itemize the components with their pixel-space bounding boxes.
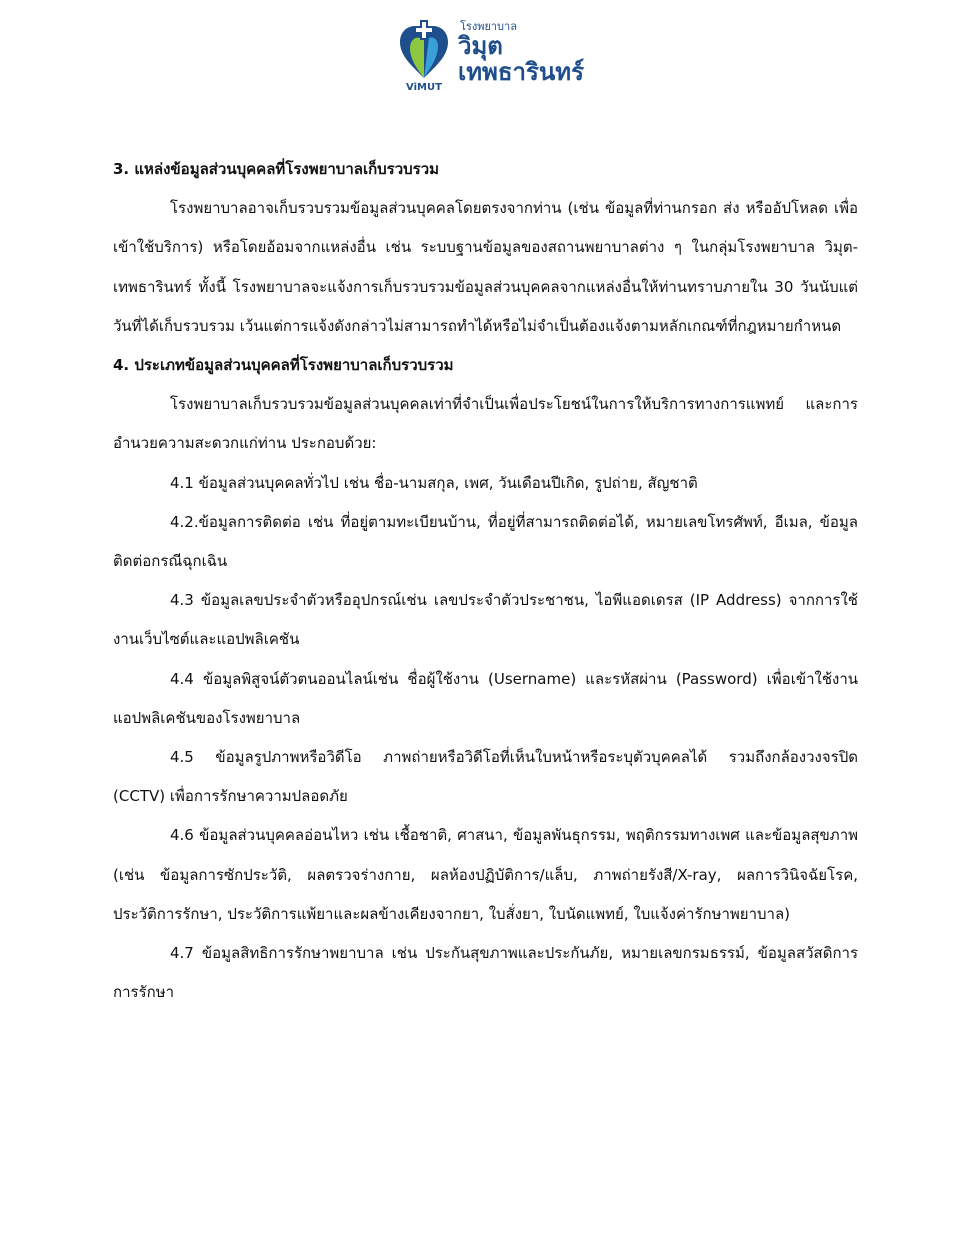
section-4-heading: 4. ประเภทข้อมูลส่วนบุคคลที่โรงพยาบาลเก็บรวบรวม bbox=[113, 356, 454, 375]
section-4-7-item: 4.7 ข้อมูลสิทธิการรักษาพยาบาล เช่น ประกันสุขภาพและประกันภัย, หมายเลขกรมธรรม์, ข้อมูลสวัสดิการการรักษา bbox=[113, 944, 858, 1002]
section-3-heading: 3. แหล่งข้อมูลส่วนบุคคลที่โรงพยาบาลเก็บรวบรวม bbox=[113, 160, 440, 178]
section-4-2-item: 4.2.ข้อมูลการติดต่อ เช่น ที่อยู่ตามทะเบียนบ้าน, ที่อยู่ที่สามารถติดต่อได้, หมายเลขโทรศัพท์, อีเมล, ข้อมูลติดต่อกรณีฉุกเฉิน bbox=[113, 512, 858, 571]
section-4-intro: โรงพยาบาลเก็บรวบรวมข้อมูลส่วนบุคคลเท่าที่จำเป็นเพื่อประโยชน์ในการให้บริการทางการแพทย์ และการอำนวยความสะดวกแก่ท่าน ประกอบด้วย: bbox=[113, 395, 858, 453]
hospital-logo bbox=[398, 20, 598, 100]
logo-name-line1: วิมุต bbox=[458, 32, 503, 60]
section-4-1-item: 4.1 ข้อมูลส่วนบุคคลทั่วไป เช่น ชื่อ-นามสกุล, เพศ, วันเดือนปีเกิด, รูปถ่าย, สัญชาติ bbox=[170, 473, 698, 492]
vimut-heart-icon bbox=[398, 20, 450, 82]
logo-hospital-label: โรงพยาบาล bbox=[460, 20, 517, 33]
section-4-5-item: 4.5 ข้อมูลรูปภาพหรือวิดีโอ ภาพถ่ายหรือวิดีโอที่เห็นใบหน้าหรือระบุตัวบุคคลได้ รวมถึงกล้องวงจรปิด (CCTV) เพื่อการรักษาความปลอดภัย bbox=[113, 748, 858, 806]
logo-name-line2: เทพธารินทร์ bbox=[458, 58, 584, 86]
logo-brand: ViMUT bbox=[406, 82, 442, 93]
section-4-3-item: 4.3 ข้อมูลเลขประจำตัวหรืออุปกรณ์เช่น เลขประจำตัวประชาชน, ไอพีแอดเดรส (IP Address) จากการใช้งานเว็บไซต์และแอปพลิเคชัน bbox=[113, 591, 858, 649]
section-4-4-item: 4.4 ข้อมูลพิสูจน์ตัวตนออนไลน์เช่น ชื่อผู้ใช้งาน (Username) และรหัสผ่าน (Password) เพื่อเข้าใช้งานแอปพลิเคชันของโรงพยาบาล bbox=[113, 669, 858, 727]
document-body bbox=[113, 150, 858, 1012]
logo-wordmark bbox=[458, 20, 584, 85]
section-4-6-item: 4.6 ข้อมูลส่วนบุคคลอ่อนไหว เช่น เชื้อชาติ, ศาสนา, ข้อมูลพันธุกรรม, พฤติกรรมทางเพศ และข้อมูลสุขภาพ (เช่น ข้อมูลการซักประวัติ, ผลตรวจร่างกาย, ผลห้องปฏิบัติการ/แล็บ, ภาพถ่ายรังสี/X-ray, ผลการวินิจฉัยโรค, ประวัติการรักษา, ประวัติการแพ้ยาและผลข้างเคียงจากยา, ใบสั่งยา, ใบนัดแพทย์, ใบแจ้งค่ารักษาพยาบาล) bbox=[113, 826, 858, 923]
section-3-paragraph: โรงพยาบาลอาจเก็บรวบรวมข้อมูลส่วนบุคคลโดยตรงจากท่าน (เช่น ข้อมูลที่ท่านกรอก ส่ง หรืออัปโหลด เพื่อเข้าใช้บริการ) หรือโดยอ้อมจากแหล่งอื่น เช่น ระบบฐานข้อมูลของสถานพยาบาลต่าง ๆ ในกลุ่มโรงพยาบาล วิมุต-เทพธารินทร์ ทั้งนี้ โรงพยาบาลจะแจ้งการเก็บรวบรวมข้อมูลส่วนบุคคลจากแหล่งอื่นให้ท่านทราบภายใน 30 วันนับแต่วันที่ได้เก็บรวบรวม เว้นแต่การแจ้งดังกล่าวไม่สามารถทำได้หรือไม่จำเป็นต้องแจ้งตามหลักเกณฑ์ที่กฎหมายกำหนด bbox=[113, 199, 858, 335]
